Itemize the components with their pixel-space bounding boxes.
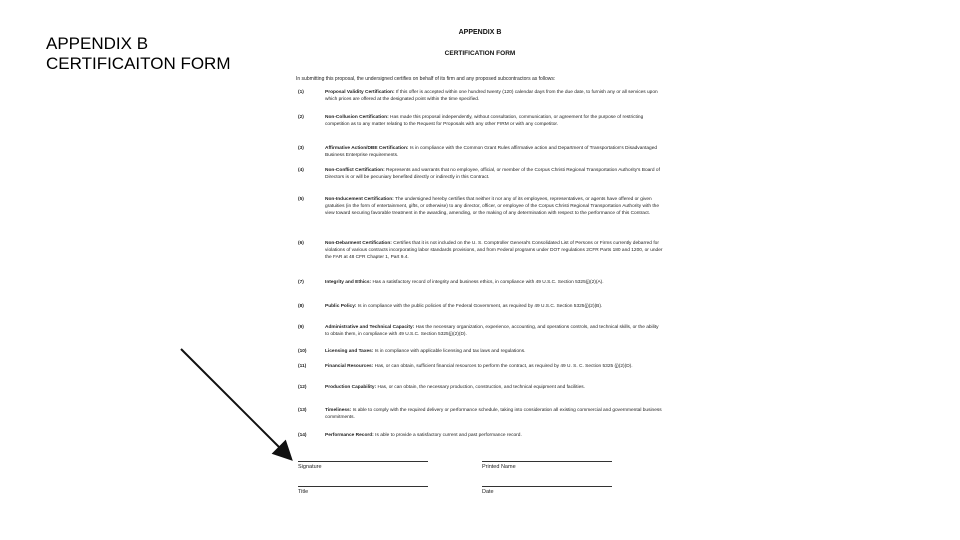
document-intro: In submitting this proposal, the undersigned certifies on behalf of its firm and any proposed subcontractors as follows: xyxy=(296,76,556,82)
certification-item: (4) Non-Conflict Certification: Represents and warrants that no employee, official, or member of the Corpus Christi Regional Transportation Authority's Board of Directors is or will be pecuniary benefited directly or indirectly in this Contract. xyxy=(298,168,660,180)
certification-item: (6) Non-Debarment Certification: Certifies that it is not included on the U. S. Comptroller General's Consolidated List of Persons or Firms currently debarred for violations of various contracts incorporating labor standards provisions, and from Federal programs under DOT regulations 2CFR Parts 180 and 1200, or under the FAR at 48 CFR Chapter 1, Part 9.4. xyxy=(298,241,663,260)
certification-item: (7) Integrity and Ethics: Has a satisfactory record of integrity and business ethics, in compliance with 49 U.S.C. Section 5325(j)(2)(A). xyxy=(298,280,604,285)
certification-item: (8) Public Policy: Is in compliance with the public policies of the Federal Government, as required by 49 U.S.C. Section 5325(j)(2)(B). xyxy=(298,304,603,309)
certification-item: (9) Administrative and Technical Capacity: Has the necessary organization, experience, accounting, and operations controls, and technical skills, or the ability to obtain them, in compliance with 49 U.S.C. Section 5325(j)(2)(D). xyxy=(298,325,659,337)
slide-title-line1: APPENDIX B xyxy=(46,34,149,53)
date-label: Date xyxy=(482,486,612,495)
certification-item: (2) Non-Collusion Certification: Has made this proposal independently, without consultation, communication, or agreement for the purpose of restricting competition as to any matter relating to the Request for Proposals with any other FIRM or with any competitor. xyxy=(298,115,644,127)
title-label: Title xyxy=(298,486,428,495)
document-heading: APPENDIX B xyxy=(458,29,502,36)
certification-item: (10) Licensing and Taxes: Is in compliance with applicable licensing and tax laws and regulations. xyxy=(298,349,526,354)
certification-item: (14) Performance Record: Is able to provide a satisfactory current and past performance record. xyxy=(298,433,522,438)
printed-name-label: Printed Name xyxy=(482,461,612,470)
document-subheading: CERTIFICATION FORM xyxy=(444,50,516,57)
certification-item: (11) Financial Resources: Has, or can obtain, sufficient financial resources to perform the contract, as required by 49 U. S. C. Section 5325 (j)(2)(D). xyxy=(298,364,633,369)
certification-item: (1) Proposal Validity Certification: If this offer is accepted within one hundred twenty (120) calendar days from the due date, to furnish any or all services upon which prices are offered at the designated point within the time specified. xyxy=(298,90,658,102)
certification-item: (3) Affirmative Action/DBE Certification: Is in compliance with the Common Grant Rules affirmative action and Department of Transportation's Disadvantaged Business Enterprise requirements. xyxy=(298,146,658,158)
certification-item: (5) Non-Inducement Certification: The undersigned hereby certifies that neither it nor any of its employees, representatives, or agents have offered or given gratuities (in the form of entertainment, gifts, or otherwise) to any director, officer, or employee of the Corpus Christi Regional Transportation Authority with the view toward securing favorable treatment in the awarding, amending, or the making of any determination with respect to the performance of this Contract. xyxy=(298,197,659,216)
certification-item: (13) Timeliness: Is able to comply with the required delivery or performance schedule, taking into consideration all existing commercial and governmental business commitments. xyxy=(298,408,662,420)
slide-title-line2: CERTIFICAITON FORM xyxy=(46,54,231,73)
certification-item: (12) Production Capability: Has, or can obtain, the necessary production, construction, and technical equipment and facilities. xyxy=(298,385,585,390)
signature-label: Signature xyxy=(298,461,428,470)
